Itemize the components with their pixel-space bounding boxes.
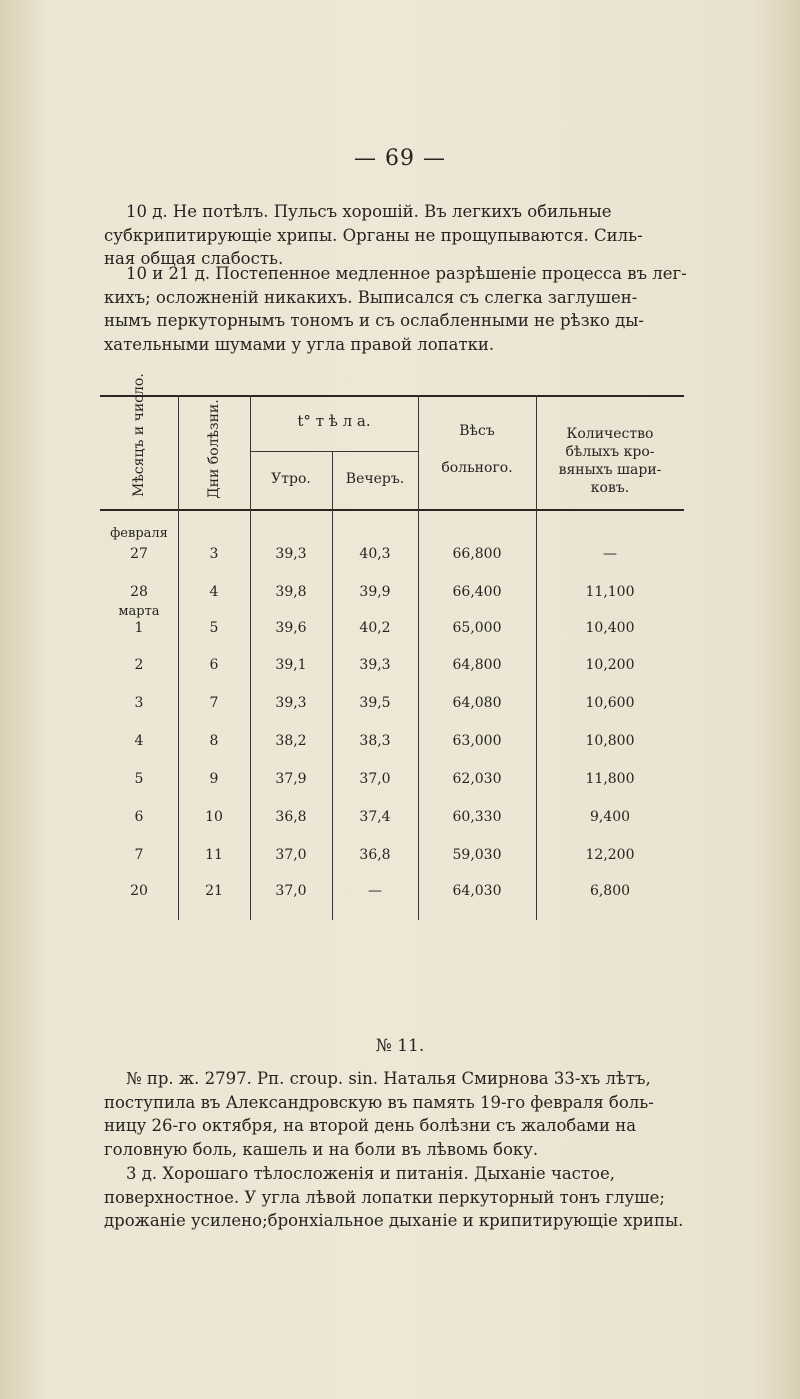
- month-label-march: марта: [118, 604, 160, 619]
- header-evening: Вечеръ.: [345, 471, 405, 487]
- cell-date: 7: [134, 847, 144, 863]
- header-morning: Утро.: [271, 471, 311, 487]
- cell-date: 3: [134, 695, 144, 711]
- paragraph-case-11-day-3: [104, 1162, 690, 1233]
- cell-date: 5: [134, 771, 144, 787]
- text-line: ницу 26-го октября, на второй день болѣзни съ жалобами на: [104, 1116, 637, 1135]
- text-line: 10 и 21 д. Постепенное медленное разрѣшеніе процесса въ лег-: [126, 264, 687, 283]
- cell-wbc: 10,600: [585, 695, 635, 711]
- cell-day: 7: [209, 695, 219, 711]
- cell-date: 20: [130, 883, 148, 899]
- text-line: № пр. ж. 2797. Рп. croup. sin. Наталья Смирнова 33-хъ лѣтъ,: [126, 1069, 651, 1088]
- header-wbc-line: вяныхъ шари-: [558, 462, 662, 478]
- text-line: 10 д. Не потѣлъ. Пульсъ хорошій. Въ легкихъ обильные: [126, 202, 612, 221]
- cell-morning: 38,2: [275, 733, 307, 749]
- cell-wbc: 10,800: [585, 733, 635, 749]
- cell-day: 3: [209, 546, 219, 562]
- header-days: Дни болѣзни.: [206, 399, 222, 499]
- cell-date: 4: [134, 733, 144, 749]
- cell-wbc: 11,800: [585, 771, 635, 787]
- cell-morning: 37,0: [275, 883, 307, 899]
- cell-morning: 37,0: [275, 847, 307, 863]
- temp-subheader-rule: [250, 451, 418, 452]
- header-weight-line: Вѣсъ: [459, 423, 495, 439]
- cell-morning: 39,3: [275, 695, 307, 711]
- text-line: хательными шумами у угла правой лопатки.: [104, 334, 495, 354]
- paragraph-days-10-21: [104, 262, 690, 356]
- cell-day: 8: [209, 733, 219, 749]
- cell-evening: 40,2: [359, 620, 391, 636]
- cell-weight: 65,000: [452, 620, 502, 636]
- cell-weight: 59,030: [452, 847, 502, 863]
- text-line: 3 д. Хорошаго тѣлосложенія и питанія. Дыханіе частое,: [126, 1164, 615, 1183]
- cell-evening: 39,9: [359, 584, 391, 600]
- cell-evening: 37,0: [359, 771, 391, 787]
- cell-date: 27: [130, 546, 148, 562]
- header-wbc: [536, 425, 684, 497]
- cell-evening: 36,8: [359, 847, 391, 863]
- cell-morning: 39,6: [275, 620, 307, 636]
- cell-day: 11: [205, 847, 223, 863]
- cell-day: 6: [209, 657, 219, 673]
- cell-weight: 63,000: [452, 733, 502, 749]
- text-line: головную боль, кашель и на боли въ лѣвомь боку.: [104, 1139, 539, 1159]
- cell-morning: 36,8: [275, 809, 307, 825]
- paragraph-day-10: [104, 200, 690, 271]
- cell-wbc: 10,400: [585, 620, 635, 636]
- header-month-day: Мѣсяцъ и число.: [131, 373, 147, 497]
- text-line: субкрипитирующіе хрипы. Органы не прощупываются. Силь-: [104, 225, 643, 245]
- cell-evening: 40,3: [359, 546, 391, 562]
- cell-weight: 64,080: [452, 695, 502, 711]
- text-line: нымъ перкуторнымъ тономъ и съ ослабленными не рѣзко ды-: [104, 311, 644, 330]
- cell-wbc: —: [603, 546, 617, 562]
- cell-evening: 38,3: [359, 733, 391, 749]
- cell-wbc: 11,100: [585, 584, 635, 600]
- text-line: кихъ; осложненій никакихъ. Выписался съ слегка заглушен-: [104, 287, 638, 307]
- text-line: поверхностное. У угла лѣвой лопатки перкуторный тонъ глуше;: [104, 1187, 665, 1207]
- cell-weight: 60,330: [452, 809, 502, 825]
- clinical-table: [100, 373, 684, 920]
- cell-weight: 64,800: [452, 657, 502, 673]
- cell-evening: 39,5: [359, 695, 391, 711]
- text-line: ная общая слабость.: [104, 249, 284, 268]
- cell-wbc: 6,800: [589, 883, 631, 899]
- cell-wbc: 12,200: [585, 847, 635, 863]
- cell-weight: 62,030: [452, 771, 502, 787]
- text-line: поступила въ Александровскую въ память 19-го февраля боль-: [104, 1092, 654, 1112]
- header-weight: [418, 423, 536, 477]
- cell-weight: 66,400: [452, 584, 502, 600]
- cell-morning: 39,1: [275, 657, 307, 673]
- cell-wbc: 9,400: [589, 809, 631, 825]
- page-number: — 69 —: [354, 146, 446, 171]
- month-label-february: февраля: [110, 526, 168, 541]
- cell-day: 10: [205, 809, 223, 825]
- table-header-rule: [100, 509, 684, 511]
- cell-weight: 64,030: [452, 883, 502, 899]
- cell-day: 5: [209, 620, 219, 636]
- cell-day: 21: [205, 883, 223, 899]
- header-wbc-line: ковъ.: [590, 480, 630, 496]
- header-wbc-line: Количество: [566, 426, 654, 442]
- cell-morning: 37,9: [275, 771, 307, 787]
- cell-morning: 39,8: [275, 584, 307, 600]
- case-title: № 11.: [375, 1036, 425, 1056]
- table-top-rule: [100, 395, 684, 397]
- paragraph-case-11-intro: [104, 1067, 690, 1161]
- cell-date: 1: [134, 620, 144, 636]
- cell-date: 2: [134, 657, 144, 673]
- cell-weight: 66,800: [452, 546, 502, 562]
- cell-evening: 37,4: [359, 809, 391, 825]
- cell-wbc: 10,200: [585, 657, 635, 673]
- text-line: дрожаніе усилено;бронхіальное дыханіе и крипитирующіе хрипы.: [104, 1211, 684, 1230]
- cell-date: 6: [134, 809, 144, 825]
- cell-day: 9: [209, 771, 219, 787]
- cell-date: 28: [130, 584, 148, 600]
- header-wbc-line: бѣлыхъ кро-: [565, 444, 655, 460]
- header-weight-line: больного.: [441, 460, 513, 476]
- header-temperature: t° т ѣ л а.: [297, 412, 371, 430]
- cell-morning: 39,3: [275, 546, 307, 562]
- cell-day: 4: [209, 584, 219, 600]
- cell-evening: —: [368, 883, 382, 899]
- cell-evening: 39,3: [359, 657, 391, 673]
